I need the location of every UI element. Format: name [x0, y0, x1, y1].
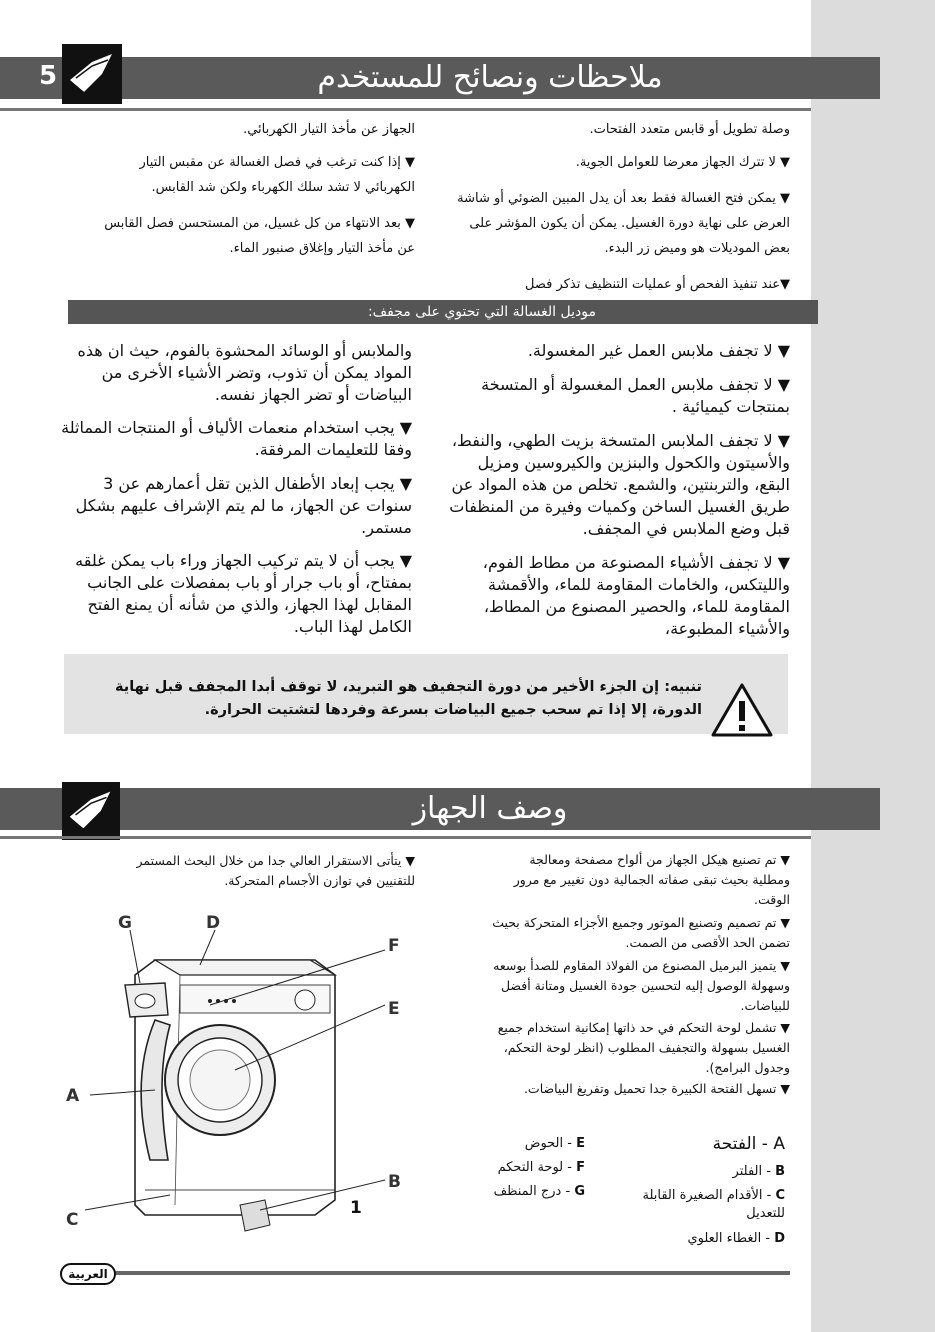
- legend-item-b: B - الفلتر: [732, 1164, 785, 1179]
- dryer-left-3: ▼ يجب إبعاد الأطفال الذين تقل أعمارهم عن 3 سنوات عن الجهاز، ما لم يتم الإشراف عليهم بشكل مستمر.: [75, 474, 412, 537]
- divider-line: [0, 836, 811, 839]
- legend-text: لوحة التحكم: [497, 1160, 564, 1175]
- legend-key: E: [576, 1136, 585, 1151]
- legend-text: الفلتر: [732, 1164, 763, 1179]
- dryer-left-4: ▼ يجب أن لا يتم تركيب الجهاز وراء باب يمكن غلقه بمفتاح، أو باب جرار أو باب بمفصلات على الجانب المقابل لهذا الجهاز، والذي من شأنه أن يمنع الفتح الكامل لهذا الباب.: [75, 551, 412, 636]
- section-banner-notes: [0, 57, 880, 99]
- desc-left-1: ▼ يتأتى الاستقرار العالي جدا من خلال البحث المستمر للتقنيين في توازن الأجسام المتحركة.: [136, 853, 415, 888]
- diagram-label-g: G: [118, 913, 132, 933]
- legend-key: A: [773, 1134, 785, 1154]
- desc-right-1: ▼ تم تصنيع هيكل الجهاز من ألواح مصفحة ومعالجة ومطلية بحيث تبقى صفاته الجمالية دون تغيير مع مرور الوقت.: [513, 852, 790, 907]
- legend-key: B: [775, 1164, 785, 1179]
- notes-right-1: وصلة تطويل أو قابس متعدد الفتحات.: [589, 122, 790, 137]
- diagram-label-f: F: [388, 936, 400, 956]
- legend-item-e: E - الحوض: [524, 1136, 585, 1151]
- diagram-label-e: E: [388, 999, 400, 1019]
- legend-item-f: F - لوحة التحكم: [497, 1160, 585, 1175]
- diagram-label-d: D: [206, 913, 221, 933]
- section-banner-description: [0, 788, 880, 830]
- warning-triangle-icon: [710, 682, 774, 738]
- dryer-model-heading: موديل الغسالة التي تحتوي على مجفف:: [68, 300, 818, 324]
- legend-text: درج المنظف: [493, 1184, 562, 1199]
- legend-item-d: D - الغطاء العلوي: [687, 1231, 785, 1246]
- dryer-left-2: ▼ يجب استخدام منعمات الألياف أو المنتجات المماثلة وفقا للتعليمات المرفقة.: [61, 418, 412, 459]
- diagram-label-a: A: [66, 1086, 80, 1106]
- notes-right-2: ▼ لا تترك الجهاز معرضا للعوامل الجوية.: [575, 155, 790, 170]
- notes-left-2: ▼ إذا كنت ترغب في فصل الغسالة عن مقبس التيار الكهربائي لا تشد سلك الكهرباء ولكن شد القابس.: [139, 155, 415, 195]
- dryer-right-4: ▼ لا تجفف الأشياء المصنوعة من مطاط الفوم، والليتكس، والخامات المقاومة للماء، والأقمشة المقاومة للماء، والحصير المصنوع من المطاط، والأشياء المطبوعة،: [482, 553, 790, 638]
- desc-right-3: ▼ يتميز البرميل المصنوع من الفولاذ المقاوم للصدأ بوسعه وسهولة الوصول إليه لتحسين جودة الغسيل ومتانة أفضل للبياضات.: [493, 958, 790, 1013]
- notes-left-3: ▼ بعد الانتهاء من كل غسيل، من المستحسن فصل القابس عن مأخذ التيار وإغلاق صنبور الماء.: [104, 216, 415, 256]
- dryer-left-1: والملابس أو الوسائد المحشوة بالفوم، حيث ان هذه المواد يمكن أن تذوب، وتضر الأشياء الأخرى من البياضات أو تضر الجهاز نفسه.: [77, 341, 412, 404]
- book-icon: [62, 44, 122, 104]
- legend-text: الغطاء العلوي: [687, 1231, 762, 1246]
- desc-right-4: ▼ تشمل لوحة التحكم في حد ذاتها إمكانية استخدام جميع الغسيل بسهولة والتجفيف المطلوب (انظر لوحة التحكم، وجدول البرامج).: [497, 1020, 790, 1075]
- warning-text: تنبيه: إن الجزء الأخير من دورة التجفيف هو التبريد، لا توقف أبدا المجفف قبل نهاية الدورة، إلا إذا تم سحب جميع البياضات بسرعة وفردها لتشتيت الحرارة.: [114, 679, 702, 718]
- legend-key: F: [576, 1160, 585, 1175]
- legend-text: الحوض: [524, 1136, 564, 1151]
- diagram-label-1: 1: [350, 1198, 362, 1218]
- legend-item-a: A - الفتحة: [712, 1134, 785, 1154]
- legend-item-g: G - درج المنظف: [493, 1184, 585, 1199]
- desc-right-2: ▼ تم تصميم وتصنيع الموتور وجميع الأجزاء المتحركة بحيث تضمن الحد الأقصى من الصمت.: [492, 915, 790, 950]
- dryer-right-1: ▼ لا تجفف ملابس العمل غير المغسولة.: [527, 341, 790, 360]
- footer-line: [60, 1271, 790, 1275]
- legend-item-c: C - الأقدام الصغيرة القابلة للتعديل: [642, 1188, 785, 1221]
- legend-key: C: [775, 1188, 785, 1203]
- dryer-right-2: ▼ لا تجفف ملابس العمل المغسولة أو المتسخة بمنتجات كيميائية .: [481, 375, 790, 416]
- book-icon: [62, 782, 120, 840]
- language-tab: العربية: [60, 1263, 116, 1285]
- notes-right-4: ▼عند تنفيذ الفحص أو عمليات التنظيف تذكر فصل: [525, 277, 790, 292]
- page-number: 5: [39, 61, 58, 91]
- section-title-notes: ملاحظات ونصائح للمستخدم: [317, 60, 663, 95]
- notes-left-1: الجهاز عن مأخذ التيار الكهربائي.: [243, 122, 415, 137]
- divider-line: [0, 108, 811, 111]
- side-margin-strip: [811, 0, 935, 1332]
- washing-machine-diagram: [60, 905, 430, 1240]
- legend-text: الفتحة: [712, 1134, 757, 1154]
- diagram-label-c: C: [66, 1210, 79, 1230]
- legend-key: D: [774, 1231, 785, 1246]
- dryer-right-3: ▼ لا تجفف الملابس المتسخة بزيت الطهي، والنفط، والأسيتون والكحول والبنزين والكيروسين ومزيل البقع، والتربنتين، والشمع. تخلص من هذه المواد عن طريق الغسيل الساخن وكميات وفيرة من المنظفات قبل وضع الملابس في المجفف.: [449, 431, 790, 538]
- notes-right-3: ▼ يمكن فتح الغسالة فقط بعد أن يدل المبين الضوئي أو شاشة العرض على نهاية دورة الغسيل. يمكن أن يكون المؤشر على بعض الموديلات هو وميض زر البدء.: [457, 191, 790, 256]
- legend-key: G: [574, 1184, 585, 1199]
- desc-right-5: ▼ تسهل الفتحة الكبيرة جدا تحميل وتفريغ البياضات.: [523, 1081, 790, 1096]
- section-title-description: وصف الجهاز: [412, 791, 568, 826]
- legend-text: الأقدام الصغيرة القابلة للتعديل: [642, 1188, 785, 1221]
- diagram-label-b: B: [388, 1172, 401, 1192]
